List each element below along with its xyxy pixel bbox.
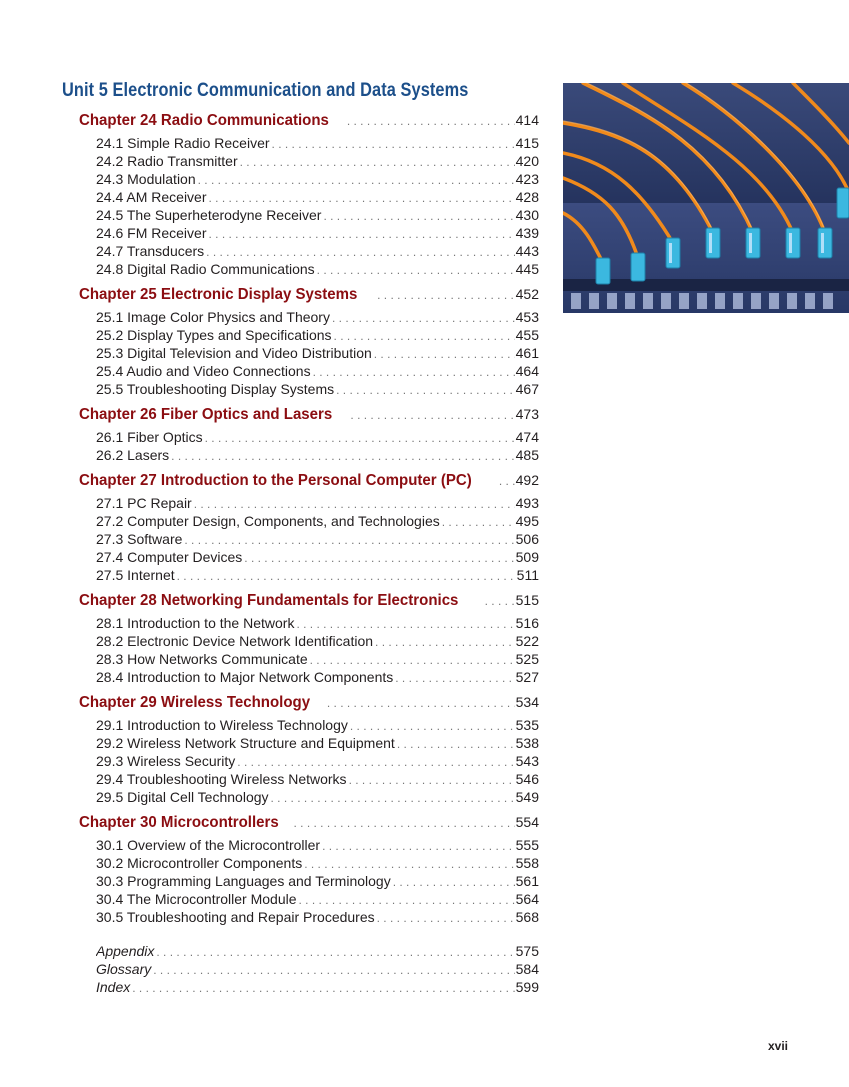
section-entry-label: 28.1 Introduction to the Network: [96, 615, 295, 631]
section-entry-page: 453: [515, 309, 539, 325]
backmatter-entry: [96, 943, 539, 961]
dot-leader: [393, 875, 515, 889]
section-entry: [96, 549, 539, 567]
chapter-entry: [79, 592, 539, 615]
section-entry-page: 428: [515, 189, 539, 205]
section-entry: [96, 651, 539, 669]
section-entry: [96, 327, 539, 345]
section-list: [79, 135, 539, 279]
section-entry-page: 467: [515, 381, 539, 397]
section-entry-label: 27.3 Software: [96, 531, 183, 547]
chapter-entry: [79, 472, 539, 495]
section-entry-label: 24.1 Simple Radio Receiver: [96, 135, 270, 151]
chapter-entry: [79, 112, 539, 135]
backmatter-entry-page: 575: [515, 943, 539, 959]
dot-leader: [442, 515, 515, 529]
section-entry: [96, 873, 539, 891]
section-entry-label: 30.4 The Microcontroller Module: [96, 891, 297, 907]
section-entry: [96, 153, 539, 171]
section-entry-page: 561: [515, 873, 539, 889]
section-entry-label: 25.3 Digital Television and Video Distribution: [96, 345, 372, 361]
section-entry-label: 29.1 Introduction to Wireless Technology: [96, 717, 348, 733]
chapter-entry-page: 515: [515, 592, 539, 608]
section-entry-label: 27.1 PC Repair: [96, 495, 192, 511]
section-list: [79, 717, 539, 807]
section-entry: [96, 309, 539, 327]
chapter-entry-page: 414: [515, 112, 539, 128]
chapter-block: [79, 112, 539, 279]
section-entry-page: 558: [515, 855, 539, 871]
backmatter-entry-page: 599: [515, 979, 539, 995]
section-entry-label: 24.6 FM Receiver: [96, 225, 207, 241]
dot-leader: [272, 137, 515, 151]
dot-leader: [209, 191, 515, 205]
section-entry: [96, 789, 539, 807]
section-entry-label: 28.2 Electronic Device Network Identification: [96, 633, 374, 649]
section-entry-page: 568: [515, 909, 539, 925]
chapter-block: [79, 286, 539, 399]
chapter-block: [79, 592, 539, 687]
chapter-entry-page: 492: [515, 472, 539, 488]
section-entry: [96, 891, 539, 909]
dot-leader: [184, 533, 514, 547]
section-entry: [96, 381, 539, 399]
backmatter-entry-page: 584: [515, 961, 539, 977]
section-entry: [96, 495, 539, 513]
dot-leader: [194, 497, 515, 511]
section-entry-label: 30.3 Programming Languages and Terminology: [96, 873, 391, 889]
dot-leader: [156, 945, 514, 959]
section-entry-page: 525: [515, 651, 539, 667]
dot-leader: [153, 963, 514, 977]
section-entry-page: 516: [515, 615, 539, 631]
section-entry-label: 29.4 Troubleshooting Wireless Networks: [96, 771, 347, 787]
backmatter-list: [79, 943, 539, 997]
dot-leader: [317, 263, 515, 277]
section-entry-label: 25.1 Image Color Physics and Theory: [96, 309, 330, 325]
section-list: [79, 837, 539, 927]
section-entry: [96, 243, 539, 261]
section-entry-label: 28.3 How Networks Communicate: [96, 651, 308, 667]
chapter-entry: [79, 814, 539, 837]
dot-leader: [350, 408, 514, 422]
section-entry-page: 509: [515, 549, 539, 565]
section-entry-label: 24.5 The Superheterodyne Receiver: [96, 207, 322, 223]
section-entry-page: 430: [515, 207, 539, 223]
section-entry-label: 29.5 Digital Cell Technology: [96, 789, 269, 805]
backmatter-entry-label: Glossary: [96, 961, 152, 977]
chapter-entry-label: Chapter 26 Fiber Optics and Lasers: [79, 406, 333, 423]
dot-leader: [377, 911, 515, 925]
dot-leader: [206, 245, 514, 259]
table-of-contents: [79, 112, 539, 997]
dot-leader: [208, 227, 514, 241]
section-entry-page: 543: [515, 753, 539, 769]
chapter-entry-label: Chapter 27 Introduction to the Personal Computer (PC): [79, 472, 472, 489]
dot-leader: [397, 737, 515, 751]
section-entry-page: 546: [515, 771, 539, 787]
section-entry-page: 423: [515, 171, 539, 187]
section-entry-page: 522: [515, 633, 539, 649]
section-list: [79, 429, 539, 465]
dot-leader: [177, 569, 516, 583]
dot-leader: [327, 696, 515, 710]
chapter-entry-label: Chapter 28 Networking Fundamentals for Electronics: [79, 592, 459, 609]
section-entry: [96, 135, 539, 153]
section-entry-page: 445: [515, 261, 539, 277]
section-entry-page: 443: [515, 243, 539, 259]
dot-leader: [296, 617, 514, 631]
dot-leader: [237, 755, 514, 769]
section-entry-page: 495: [515, 513, 539, 529]
section-entry-page: 474: [515, 429, 539, 445]
section-entry: [96, 633, 539, 651]
chapter-entry-page: 452: [515, 286, 539, 302]
dot-leader: [336, 383, 515, 397]
section-entry: [96, 345, 539, 363]
section-entry-label: 25.4 Audio and Video Connections: [96, 363, 311, 379]
section-entry-label: 24.4 AM Receiver: [96, 189, 207, 205]
dot-leader: [205, 431, 515, 445]
section-entry-page: 538: [515, 735, 539, 751]
section-entry: [96, 429, 539, 447]
page-number: xvii: [768, 1039, 789, 1053]
section-entry-page: 506: [515, 531, 539, 547]
chapter-entry-page: 554: [515, 814, 539, 830]
dot-leader: [171, 449, 514, 463]
chapter-block: [79, 472, 539, 585]
section-entry-label: 24.2 Radio Transmitter: [96, 153, 238, 169]
dot-leader: [350, 719, 515, 733]
section-entry-label: 24.3 Modulation: [96, 171, 196, 187]
section-entry-label: 28.4 Introduction to Major Network Components: [96, 669, 394, 685]
dot-leader: [395, 671, 514, 685]
section-entry-label: 24.8 Digital Radio Communications: [96, 261, 315, 277]
dot-leader: [132, 981, 514, 995]
chapter-entry: [79, 694, 539, 717]
section-entry-label: 27.4 Computer Devices: [96, 549, 243, 565]
chapter-block: [79, 814, 539, 927]
dot-leader: [198, 173, 515, 187]
chapter-entry: [79, 406, 539, 429]
dot-leader: [485, 594, 515, 608]
section-entry-label: 26.2 Lasers: [96, 447, 170, 463]
section-entry: [96, 531, 539, 549]
section-entry-page: 527: [515, 669, 539, 685]
section-entry: [96, 669, 539, 687]
backmatter-entry-label: Appendix: [96, 943, 155, 959]
section-entry-page: 420: [515, 153, 539, 169]
dot-leader: [294, 816, 515, 830]
section-entry-label: 24.7 Transducers: [96, 243, 205, 259]
section-entry: [96, 189, 539, 207]
chapter-entry-label: Chapter 30 Microcontrollers: [79, 814, 279, 831]
section-entry: [96, 855, 539, 873]
dot-leader: [377, 288, 515, 302]
fiber-optic-cables-photo: [563, 83, 849, 313]
section-entry-label: 27.2 Computer Design, Components, and Technologies: [96, 513, 440, 529]
section-entry-label: 29.3 Wireless Security: [96, 753, 236, 769]
dot-leader: [271, 791, 515, 805]
section-entry-page: 493: [515, 495, 539, 511]
section-entry: [96, 363, 539, 381]
section-entry-label: 30.2 Microcontroller Components: [96, 855, 303, 871]
section-entry-page: 439: [515, 225, 539, 241]
section-entry: [96, 261, 539, 279]
section-entry-label: 25.2 Display Types and Specifications: [96, 327, 332, 343]
section-entry-label: 29.2 Wireless Network Structure and Equipment: [96, 735, 395, 751]
section-entry-page: 464: [515, 363, 539, 379]
section-entry: [96, 909, 539, 927]
section-entry: [96, 837, 539, 855]
section-list: [79, 615, 539, 687]
section-entry-label: 30.1 Overview of the Microcontroller: [96, 837, 321, 853]
section-entry-page: 555: [515, 837, 539, 853]
dot-leader: [347, 114, 515, 128]
chapter-entry-label: Chapter 25 Electronic Display Systems: [79, 286, 358, 303]
section-entry-page: 455: [515, 327, 539, 343]
section-entry: [96, 567, 539, 585]
backmatter-entry: [96, 979, 539, 997]
section-entry: [96, 753, 539, 771]
section-entry-page: 511: [516, 567, 539, 583]
section-entry-page: 535: [515, 717, 539, 733]
section-entry: [96, 717, 539, 735]
dot-leader: [240, 155, 515, 169]
section-list: [79, 309, 539, 399]
section-entry: [96, 207, 539, 225]
chapter-entry-label: Chapter 24 Radio Communications: [79, 112, 329, 129]
chapter-entry-page: 473: [515, 406, 539, 422]
backmatter-entry: [96, 961, 539, 979]
dot-leader: [323, 209, 514, 223]
section-entry: [96, 447, 539, 465]
section-entry: [96, 225, 539, 243]
dot-leader: [310, 653, 515, 667]
dot-leader: [499, 474, 515, 488]
dot-leader: [334, 329, 515, 343]
unit-title: Unit 5 Electronic Communication and Data Systems: [62, 80, 469, 101]
section-entry: [96, 735, 539, 753]
chapter-block: [79, 406, 539, 465]
dot-leader: [332, 311, 515, 325]
dot-leader: [244, 551, 514, 565]
section-entry-page: 461: [515, 345, 539, 361]
dot-leader: [304, 857, 514, 871]
section-list: [79, 495, 539, 585]
dot-leader: [322, 839, 515, 853]
fiber-optic-illustration: [563, 83, 849, 313]
section-entry-page: 564: [515, 891, 539, 907]
dot-leader: [299, 893, 515, 907]
section-entry-page: 415: [515, 135, 539, 151]
chapter-block: [79, 694, 539, 807]
dot-leader: [374, 347, 515, 361]
chapter-entry-label: Chapter 29 Wireless Technology: [79, 694, 311, 711]
dot-leader: [349, 773, 515, 787]
chapter-entry: [79, 286, 539, 309]
backmatter-entry-label: Index: [96, 979, 131, 995]
section-entry-label: 27.5 Internet: [96, 567, 175, 583]
section-entry: [96, 171, 539, 189]
section-entry-label: 30.5 Troubleshooting and Repair Procedures: [96, 909, 375, 925]
dot-leader: [375, 635, 515, 649]
dot-leader: [313, 365, 515, 379]
section-entry-label: 25.5 Troubleshooting Display Systems: [96, 381, 335, 397]
section-entry-page: 485: [515, 447, 539, 463]
section-entry-page: 549: [515, 789, 539, 805]
section-entry: [96, 771, 539, 789]
section-entry-label: 26.1 Fiber Optics: [96, 429, 203, 445]
section-entry: [96, 513, 539, 531]
chapter-entry-page: 534: [515, 694, 539, 710]
section-entry: [96, 615, 539, 633]
